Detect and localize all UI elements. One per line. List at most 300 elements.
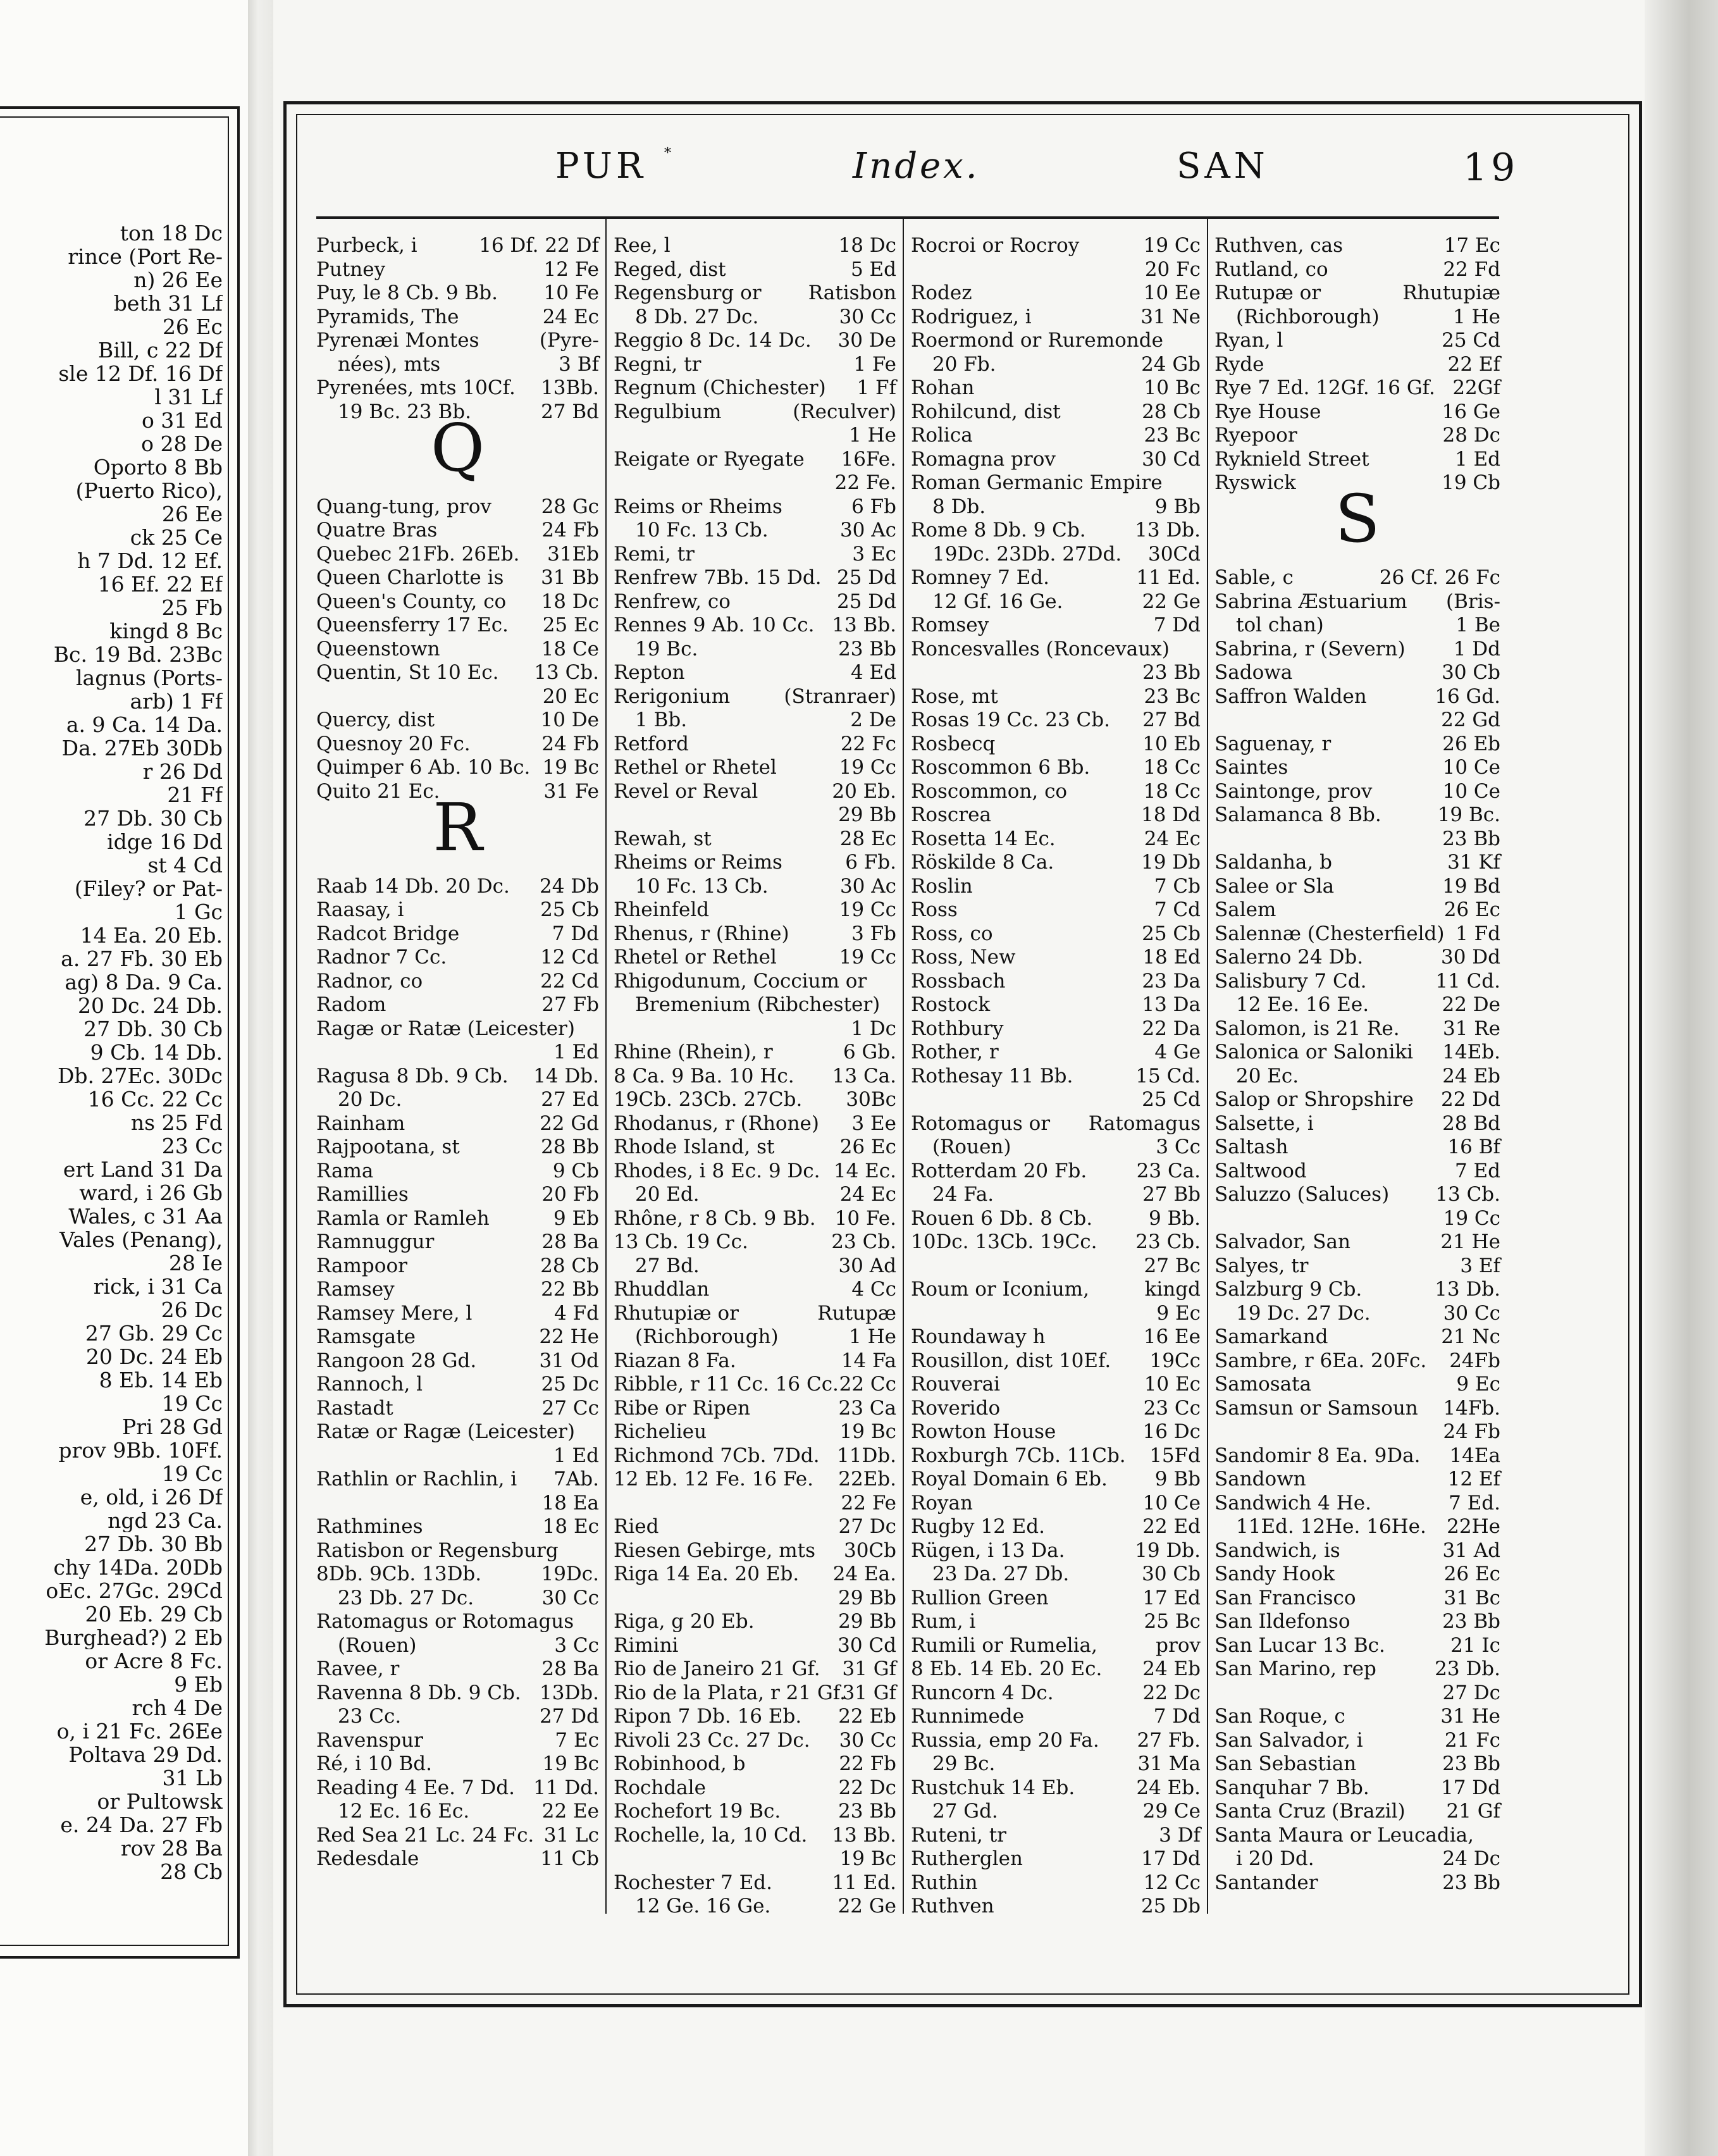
index-entry bbox=[614, 1587, 896, 1611]
entry-reference: 10 Fe. bbox=[834, 1206, 896, 1230]
entry-name: 19 Bc. 23 Bb. bbox=[338, 400, 471, 423]
entry-reference: 3 Ec bbox=[852, 542, 896, 566]
left-page-line: arb) 1 Ff bbox=[130, 690, 223, 713]
entry-name: Riazan 8 Fa. bbox=[614, 1349, 736, 1372]
left-page-line: Db. 27Ec. 30Dc bbox=[57, 1064, 223, 1087]
left-page-line: 27 Db. 30 Cb bbox=[83, 1017, 223, 1041]
index-entry bbox=[614, 1112, 896, 1136]
entry-reference: 1 Be bbox=[1455, 614, 1500, 636]
entry-reference: 24 Fb bbox=[1443, 1420, 1500, 1443]
index-entry bbox=[316, 1492, 599, 1516]
entry-reference: 31 Bb bbox=[541, 566, 599, 589]
index-entry bbox=[1214, 898, 1500, 922]
index-entry bbox=[614, 1088, 896, 1112]
entry-name: Salamanca 8 Bb. bbox=[1214, 803, 1381, 826]
entry-name: Rathmines bbox=[316, 1515, 423, 1538]
entry-name: Rochdale bbox=[614, 1776, 706, 1799]
left-page-line: prov 9Bb. 10Ff. bbox=[58, 1439, 223, 1462]
entry-reference: 23 Bb bbox=[1442, 1871, 1500, 1894]
entry-reference: 19 Cc bbox=[839, 756, 896, 779]
index-entry bbox=[911, 614, 1201, 638]
left-page-line: ngd 23 Ca. bbox=[108, 1509, 223, 1532]
index-entry bbox=[1214, 756, 1500, 780]
entry-name: Russia, emp 20 Fa. bbox=[911, 1728, 1099, 1752]
entry-reference: 26 Ec bbox=[839, 1136, 896, 1158]
left-page-line: 14 Ea. 20 Eb. bbox=[80, 924, 223, 947]
entry-name: 13 Cb. 19 Cc. bbox=[614, 1230, 748, 1253]
entry-name: Regulbium bbox=[614, 400, 722, 423]
entry-name: Rolica bbox=[911, 424, 973, 447]
index-entry bbox=[911, 1563, 1201, 1587]
index-entry bbox=[316, 1325, 599, 1349]
entry-reference: 16 Ee bbox=[1143, 1325, 1201, 1348]
index-entry bbox=[316, 1539, 599, 1563]
index-entry bbox=[911, 566, 1201, 590]
left-page-line: idge 16 Dd bbox=[107, 830, 223, 853]
spacer bbox=[316, 851, 599, 875]
entry-name: Rosas 19 Cc. 23 Cb. bbox=[911, 709, 1110, 731]
index-entry bbox=[316, 590, 599, 614]
entry-name: Rannoch, l bbox=[316, 1373, 423, 1396]
left-page-line: Poltava 29 Dd. bbox=[68, 1743, 223, 1766]
index-entry bbox=[1214, 1444, 1500, 1468]
entry-reference: 28 Ba bbox=[541, 1230, 599, 1253]
index-entry bbox=[911, 1705, 1201, 1729]
index-entry bbox=[614, 661, 896, 685]
index-entry bbox=[614, 946, 896, 970]
entry-reference: 30 Cc bbox=[541, 1586, 599, 1609]
entry-reference: 1 Dc bbox=[851, 1017, 896, 1040]
entry-reference: 1 Ed bbox=[553, 1041, 599, 1063]
left-page-text bbox=[0, 221, 223, 1883]
entry-reference: 11 Cd. bbox=[1435, 969, 1500, 993]
entry-name: Ross, co bbox=[911, 922, 993, 945]
entry-reference: 22 Ge bbox=[1142, 590, 1201, 613]
index-entry bbox=[614, 875, 896, 899]
index-entry bbox=[316, 566, 599, 590]
entry-reference: 16 Ge bbox=[1442, 400, 1500, 423]
index-entry bbox=[1214, 1468, 1500, 1492]
entry-name: 23 Cc. bbox=[338, 1705, 402, 1728]
index-entry bbox=[911, 1752, 1201, 1776]
entry-name: 23 Db. 27 Dc. bbox=[338, 1586, 474, 1609]
entry-name: Salvador, San bbox=[1214, 1230, 1350, 1253]
entry-reference: 23 Ca bbox=[838, 1396, 896, 1420]
index-entry bbox=[614, 709, 896, 733]
entry-reference: 9 Bb. bbox=[1148, 1206, 1201, 1230]
index-entry bbox=[1214, 1752, 1500, 1776]
index-entry bbox=[911, 898, 1201, 922]
entry-reference: 23 Bb bbox=[1442, 1610, 1500, 1633]
index-entry bbox=[1214, 733, 1500, 757]
index-entry bbox=[1214, 1255, 1500, 1279]
index-entry bbox=[911, 1041, 1201, 1065]
entry-reference: 11 Ed. bbox=[832, 1871, 896, 1894]
index-entry bbox=[1214, 1515, 1500, 1539]
index-entry bbox=[614, 1230, 896, 1255]
entry-reference: Ratomagus bbox=[1088, 1112, 1201, 1135]
index-entry bbox=[316, 1065, 599, 1089]
entry-name: Rousillon, dist 10Ef. bbox=[911, 1349, 1111, 1372]
index-entry bbox=[1214, 970, 1500, 994]
entry-reference: 30Bc bbox=[846, 1088, 896, 1111]
index-entry bbox=[614, 258, 896, 282]
index-entry bbox=[614, 1847, 896, 1871]
entry-reference: 24 Ec bbox=[542, 305, 599, 328]
left-page-line: e, old, i 26 Df bbox=[80, 1485, 223, 1509]
entry-reference: 6 Fb. bbox=[845, 851, 896, 874]
entry-name: Renfrew 7Bb. 15 Dd. bbox=[614, 566, 822, 589]
entry-name: Rothbury bbox=[911, 1017, 1004, 1040]
entry-reference: 29 Bb bbox=[838, 1586, 896, 1609]
entry-reference: 9 Ec bbox=[1156, 1301, 1201, 1325]
index-entry bbox=[316, 1682, 599, 1706]
index-entry bbox=[1214, 875, 1500, 899]
index-entry bbox=[316, 519, 599, 543]
index-column-4 bbox=[1214, 234, 1500, 1895]
index-entry bbox=[316, 614, 599, 638]
entry-name: 29 Bc. bbox=[932, 1752, 996, 1775]
entry-reference: 23 Bb bbox=[838, 1800, 896, 1823]
entry-reference: 22 Fb bbox=[839, 1752, 896, 1775]
index-entry bbox=[614, 922, 896, 946]
entry-name: Ree, l bbox=[614, 234, 671, 257]
index-entry bbox=[614, 1349, 896, 1373]
entry-reference: 29 Bb bbox=[838, 803, 896, 826]
entry-reference: 3 Cc bbox=[1156, 1136, 1201, 1158]
index-entry bbox=[316, 376, 599, 400]
entry-name: Rhigodunum, Coccium or bbox=[614, 969, 867, 993]
entry-name: Rostock bbox=[911, 993, 991, 1016]
entry-name: Rio de Janeiro 21 Gf. bbox=[614, 1657, 820, 1680]
index-entry bbox=[316, 1515, 599, 1539]
entry-name: Rerigonium bbox=[614, 685, 731, 708]
left-page-line: 9 Eb bbox=[174, 1673, 223, 1696]
left-page-line: 20 Dc. 24 Eb bbox=[85, 1345, 223, 1368]
entry-name: Santa Maura or Leucadia, bbox=[1214, 1823, 1474, 1847]
entry-name: Samsun or Samsoun bbox=[1214, 1396, 1418, 1420]
index-entry bbox=[614, 780, 896, 804]
index-column-2 bbox=[614, 234, 896, 1919]
index-entry bbox=[911, 590, 1201, 614]
index-entry bbox=[614, 1136, 896, 1160]
left-page-line: r 26 Dd bbox=[142, 760, 223, 783]
left-page-line: 21 Ff bbox=[167, 783, 223, 807]
entry-reference: 23 Ca. bbox=[1136, 1159, 1201, 1182]
index-entry bbox=[614, 1444, 896, 1468]
entry-reference: 22 Dc bbox=[1142, 1681, 1201, 1704]
entry-reference: 19 Bc bbox=[542, 756, 599, 779]
entry-name: 11Ed. 12He. 16He. bbox=[1236, 1515, 1426, 1538]
entry-reference: 19Cc bbox=[1149, 1349, 1201, 1372]
entry-name: (Rouen) bbox=[338, 1633, 417, 1657]
entry-reference: 19 Bc bbox=[839, 1420, 896, 1443]
entry-name: Reigate or Ryegate bbox=[614, 447, 805, 471]
entry-reference: 19 Bc bbox=[839, 1847, 896, 1870]
entry-name: Rochefort 19 Bc. bbox=[614, 1800, 781, 1823]
index-entry bbox=[614, 1515, 896, 1539]
entry-reference: 28 Ba bbox=[541, 1657, 599, 1680]
left-page-line: rov 28 Ba bbox=[120, 1837, 223, 1860]
index-entry bbox=[614, 1468, 896, 1492]
index-entry bbox=[614, 1657, 896, 1682]
entry-reference: Rutupæ bbox=[817, 1301, 896, 1325]
entry-name: Robinhood, b bbox=[614, 1752, 746, 1775]
index-entry bbox=[316, 875, 599, 899]
index-entry bbox=[614, 685, 896, 709]
index-entry bbox=[316, 1587, 599, 1611]
index-entry bbox=[1214, 376, 1500, 400]
left-page-line: 20 Dc. 24 Db. bbox=[78, 994, 223, 1017]
index-entry bbox=[1214, 1041, 1500, 1065]
index-entry bbox=[316, 1752, 599, 1776]
entry-name: Rivoli 23 Cc. 27 Dc. bbox=[614, 1728, 810, 1752]
index-entry bbox=[1214, 1207, 1500, 1231]
entry-name: Salerno 24 Db. bbox=[1214, 946, 1364, 969]
index-entry bbox=[1214, 780, 1500, 804]
entry-name: Roncesvalles (Roncevaux) bbox=[911, 637, 1170, 660]
entry-reference: 30 Ad bbox=[838, 1254, 896, 1277]
entry-reference: 30Cb bbox=[843, 1539, 896, 1562]
index-entry bbox=[614, 1017, 896, 1041]
entry-name: Salsette, i bbox=[1214, 1112, 1314, 1135]
index-entry bbox=[316, 1610, 599, 1634]
index-entry bbox=[911, 1824, 1201, 1848]
entry-reference: 12 Fe bbox=[543, 257, 599, 281]
index-entry bbox=[614, 1302, 896, 1326]
index-entry bbox=[911, 1634, 1201, 1658]
index-entry bbox=[911, 1776, 1201, 1800]
entry-name: Ripon 7 Db. 16 Eb. bbox=[614, 1705, 802, 1728]
entry-reference: 28 Cb bbox=[540, 1254, 599, 1277]
index-entry bbox=[911, 1136, 1201, 1160]
entry-name: Richmond 7Cb. 7Dd. bbox=[614, 1444, 820, 1467]
index-entry bbox=[614, 1278, 896, 1302]
left-page-line: 26 Dc bbox=[161, 1298, 223, 1322]
index-entry bbox=[911, 1587, 1201, 1611]
entry-name: Ramsgate bbox=[316, 1325, 416, 1348]
entry-name: (Rouen) bbox=[932, 1136, 1011, 1158]
entry-reference: 27 Cc bbox=[541, 1396, 599, 1420]
left-page-line: l 31 Lf bbox=[154, 385, 223, 409]
left-page-line: oEc. 27Gc. 29Cd bbox=[46, 1579, 223, 1602]
entry-name: Ryepoor bbox=[1214, 424, 1297, 447]
entry-name: tol chan) bbox=[1236, 614, 1324, 636]
entry-name: 12 Ec. 16 Ec. bbox=[338, 1800, 470, 1823]
index-entry bbox=[614, 590, 896, 614]
entry-reference: 3 Ee bbox=[851, 1112, 896, 1135]
entry-reference: 28 Cb bbox=[1142, 400, 1201, 423]
entry-reference: 13 Db. bbox=[1135, 519, 1201, 542]
index-entry bbox=[614, 1207, 896, 1231]
entry-reference: 7 Cb bbox=[1154, 874, 1201, 898]
entry-name: Rye 7 Ed. 12Gf. 16 Gf. bbox=[1214, 376, 1435, 399]
entry-reference: 11 Ed. bbox=[1136, 566, 1201, 589]
index-entry bbox=[1214, 1325, 1500, 1349]
entry-name: Ratomagus or Rotomagus bbox=[316, 1610, 574, 1633]
entry-name: Saltwood bbox=[1214, 1159, 1307, 1182]
index-column-1 bbox=[316, 234, 599, 1871]
entry-reference: 1 Dd bbox=[1453, 637, 1500, 660]
entry-reference: 31 Bc bbox=[1443, 1586, 1500, 1609]
left-page-line: 28 Cb bbox=[160, 1860, 223, 1883]
entry-reference: prov bbox=[1156, 1633, 1201, 1657]
index-entry bbox=[316, 329, 599, 353]
entry-name: 8 Ca. 9 Ba. 10 Hc. bbox=[614, 1064, 794, 1087]
entry-reference: 24Fb bbox=[1449, 1349, 1500, 1372]
entry-name: Rouverai bbox=[911, 1373, 1001, 1396]
index-entry bbox=[911, 803, 1201, 827]
index-entry bbox=[1214, 993, 1500, 1017]
running-header bbox=[296, 133, 1629, 202]
index-entry bbox=[316, 1705, 599, 1729]
entry-reference: 7 Dd bbox=[1153, 614, 1201, 636]
entry-reference: 13Bb. bbox=[541, 376, 599, 399]
index-entry bbox=[1214, 1017, 1500, 1041]
index-entry bbox=[316, 1373, 599, 1397]
entry-reference: 18 Cc bbox=[1143, 779, 1201, 803]
entry-reference: (Stranraer) bbox=[784, 685, 896, 708]
entry-reference: 19Dc. bbox=[541, 1563, 599, 1585]
index-entry bbox=[614, 1160, 896, 1184]
spacer bbox=[316, 471, 599, 495]
index-entry bbox=[614, 756, 896, 780]
index-entry bbox=[316, 898, 599, 922]
entry-reference: 31 Ne bbox=[1140, 305, 1201, 328]
left-page-line: beth 31 Lf bbox=[113, 292, 223, 315]
index-entry bbox=[1214, 1657, 1500, 1682]
entry-name: Salonica or Saloniki bbox=[1214, 1041, 1414, 1063]
entry-name: Rennes 9 Ab. 10 Cc. bbox=[614, 614, 815, 636]
entry-reference: 29 Bb bbox=[838, 1610, 896, 1633]
entry-name: Purbeck, i bbox=[316, 234, 417, 257]
header-title: Index. bbox=[853, 146, 980, 187]
index-entry bbox=[614, 1705, 896, 1729]
entry-reference: 22Gf bbox=[1452, 376, 1500, 399]
index-entry bbox=[911, 1230, 1201, 1255]
entry-name: Rose, mt bbox=[911, 685, 998, 708]
left-page-line: 1 Gc bbox=[174, 900, 223, 924]
index-entry bbox=[316, 1041, 599, 1065]
index-entry bbox=[1214, 1847, 1500, 1871]
entry-reference: 13 Cb. bbox=[1435, 1183, 1500, 1206]
page-edge bbox=[1645, 0, 1718, 2156]
entry-name: 8Db. 9Cb. 13Db. bbox=[316, 1563, 482, 1585]
index-entry bbox=[614, 803, 896, 827]
index-entry bbox=[614, 566, 896, 590]
index-entry bbox=[316, 282, 599, 306]
entry-reference: 10 Eb bbox=[1142, 732, 1201, 755]
left-page-line: lagnus (Ports- bbox=[75, 666, 223, 690]
entry-name: Santander bbox=[1214, 1871, 1318, 1894]
entry-reference: 19 Cb bbox=[1442, 471, 1500, 494]
entry-reference: 14Eb. bbox=[1442, 1041, 1500, 1063]
entry-name: Ryknield Street bbox=[1214, 447, 1369, 471]
entry-reference: 13 Bb. bbox=[832, 1823, 896, 1847]
entry-reference: 18 Ec bbox=[542, 1515, 599, 1538]
index-entry bbox=[1214, 448, 1500, 472]
entry-name: i 20 Dd. bbox=[1236, 1847, 1314, 1870]
left-page-line: n) 26 Ee bbox=[133, 268, 223, 292]
entry-name: Ruthven, cas bbox=[1214, 234, 1344, 257]
entry-reference: (Bris- bbox=[1446, 590, 1500, 613]
entry-reference: 10 Ce bbox=[1142, 1491, 1201, 1515]
left-page-line: 8 Eb. 14 Eb bbox=[99, 1368, 223, 1392]
entry-name: 20 Dc. bbox=[338, 1088, 402, 1111]
section-letter-text: S bbox=[1335, 480, 1380, 557]
entry-name: Rajpootana, st bbox=[316, 1136, 460, 1158]
left-page-line: 9 Cb. 14 Db. bbox=[90, 1041, 223, 1064]
entry-name: Radnor 7 Cc. bbox=[316, 946, 447, 969]
entry-reference: 16 Gd. bbox=[1435, 685, 1500, 708]
left-page-line: rick, i 31 Ca bbox=[93, 1275, 223, 1298]
entry-reference: 1 Fe bbox=[853, 352, 896, 376]
entry-reference: 18 Cc bbox=[1143, 756, 1201, 779]
entry-reference: 1 Ff bbox=[856, 376, 896, 399]
index-entry bbox=[614, 614, 896, 638]
index-entry bbox=[614, 329, 896, 353]
entry-reference: 18 Dd bbox=[1141, 803, 1201, 826]
index-entry bbox=[911, 353, 1201, 377]
index-entry bbox=[1214, 400, 1500, 424]
entry-reference: 31 Gf bbox=[842, 1657, 896, 1680]
entry-reference: 25 Cb bbox=[1142, 922, 1201, 945]
entry-reference: 3 Bf bbox=[559, 352, 599, 376]
entry-reference: 9 Bb bbox=[1154, 495, 1201, 518]
entry-name: Sandown bbox=[1214, 1468, 1306, 1490]
entry-name: Quito 21 Ec. bbox=[316, 779, 440, 803]
index-entry bbox=[911, 638, 1201, 662]
index-entry bbox=[316, 1160, 599, 1184]
entry-name: Ravenspur bbox=[316, 1728, 423, 1752]
entry-reference: 29 Ce bbox=[1142, 1800, 1201, 1823]
index-entry bbox=[316, 709, 599, 733]
entry-name: Rhodes, i 8 Ec. 9 Dc. bbox=[614, 1159, 820, 1182]
entry-reference: 24 Dc bbox=[1442, 1847, 1500, 1870]
entry-reference: 21 Fc bbox=[1444, 1728, 1500, 1752]
entry-name: Rhuddlan bbox=[614, 1278, 710, 1301]
index-entry bbox=[614, 306, 896, 330]
index-entry bbox=[316, 1088, 599, 1112]
entry-name: Regensburg or bbox=[614, 282, 762, 304]
entry-name: Redesdale bbox=[316, 1847, 419, 1870]
index-entry bbox=[316, 661, 599, 685]
index-entry bbox=[614, 1041, 896, 1065]
entry-name: Riesen Gebirge, mts bbox=[614, 1539, 816, 1562]
entry-name: 10 Fc. 13 Cb. bbox=[635, 874, 769, 898]
entry-reference: 19 Bc. bbox=[1437, 803, 1500, 826]
index-entry bbox=[1214, 1397, 1500, 1421]
entry-reference: 3 Df bbox=[1159, 1823, 1201, 1847]
entry-name: 12 Ee. 16 Ee. bbox=[1236, 993, 1369, 1016]
entry-reference: 19 Cc bbox=[1143, 234, 1201, 257]
index-entry bbox=[911, 329, 1201, 353]
entry-reference: 14Ea bbox=[1449, 1444, 1500, 1467]
index-entry bbox=[316, 1278, 599, 1302]
index-entry bbox=[1214, 1705, 1500, 1729]
entry-reference: 25 Cd bbox=[1442, 329, 1500, 352]
index-entry bbox=[614, 1183, 896, 1207]
left-page-fragment bbox=[0, 0, 248, 2156]
entry-reference: 28 Bd bbox=[1442, 1112, 1500, 1135]
entry-reference: 21 Ic bbox=[1450, 1633, 1500, 1657]
entry-name: Rhutupiæ or bbox=[614, 1301, 739, 1325]
index-entry bbox=[1214, 922, 1500, 946]
entry-name: San Salvador, i bbox=[1214, 1728, 1363, 1752]
index-entry bbox=[316, 258, 599, 282]
entry-reference: 25 Db bbox=[1141, 1895, 1201, 1917]
entry-name: Rangoon 28 Gd. bbox=[316, 1349, 477, 1372]
